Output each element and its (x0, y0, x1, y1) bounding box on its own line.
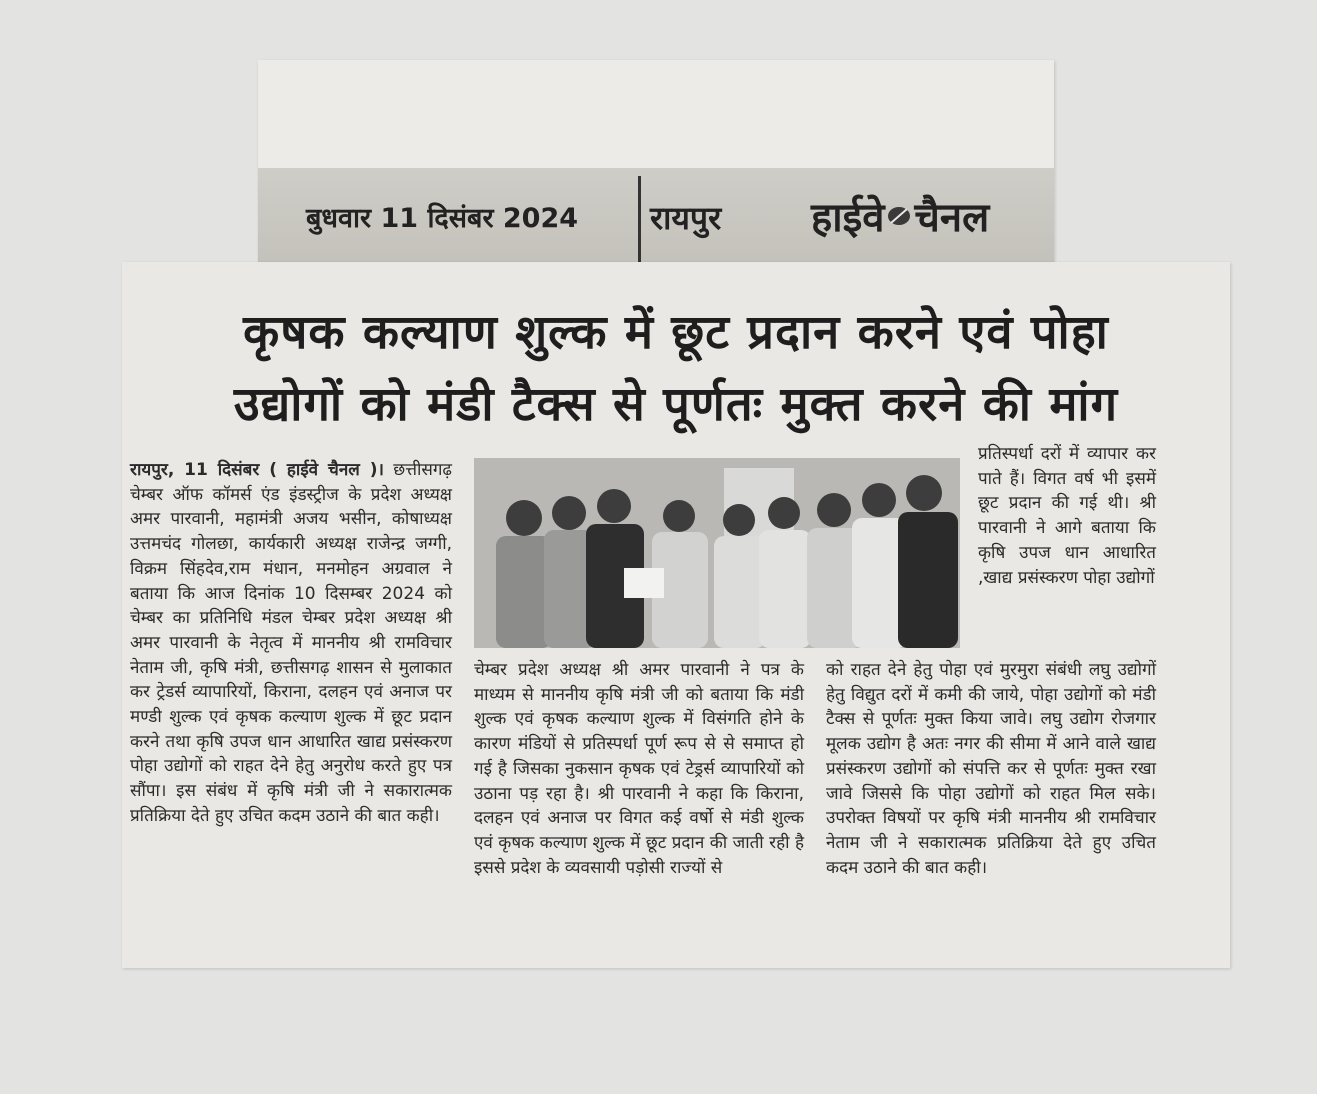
article-column-3 (826, 658, 1156, 880)
brand-name-part2: चैनल (914, 195, 990, 241)
column-3-top-text: प्रतिस्पर्धा दरों में व्यापार कर पाते हैं। विगत वर्ष भी इसमें छूट प्रदान की गई थी। श्री पारवानी ने आगे बताया कि कृषि उपज धान आधारित ,खाद्य प्रसंस्करण पोहा उद्योगों (978, 444, 1156, 588)
masthead-band (258, 168, 1054, 268)
masthead-divider (638, 176, 641, 262)
column-1-text: छत्तीसगढ़ चेम्बर ऑफ कॉमर्स एंड इंडस्ट्रीज के प्रदेश अध्यक्ष अमर पारवानी, महामंत्री अजय भसीन, कोषाध्यक्ष उत्तमचंद गोलछा, कार्यकारी अध्यक्ष राजेन्द्र जग्गी, विक्रम सिंहदेव,राम मंधान, मनमोहन अग्रवाल ने बताया कि आज दिनांक 10 दिसम्बर 2024 को चेम्बर का प्रतिनिधि मंडल चेम्बर प्रदेश अध्यक्ष श्री अमर पारवानी के नेतृत्व में माननीय श्री रामविचार नेताम जी, कृषि मंत्री, छत्तीसगढ़ शासन से मुलाकात कर ट्रेडर्स व्यापारियों, किराना, दलहन एवं अनाज पर मण्डी शुल्क एवं कृषक कल्याण शुल्क में छूट प्रदान करने तथा कृषि उपज धान आधारित खाद्य प्रसंस्करण पोहा उद्योगों को राहत देने हेतु अनुरोध करते हुए पत्र सौंपा। इस संबंध में कृषि मंत्री जी ने सकारात्मक प्रतिक्रिया देते हुए उचित कदम उठाने की बात कही। (130, 460, 452, 826)
column-3-text: को राहत देने हेतु पोहा एवं मुरमुरा संबंधी लघु उद्योगों हेतु विद्युत दरों में कमी की जाये, पोहा उद्योगों को मंडी टैक्स से पूर्णतः मुक्त किया जावे। लघु उद्योग रोजगार मूलक उद्योग है अतः नगर की सीमा में आने वाले खाद्य प्रसंस्करण उद्योगों को संपत्ति कर से पूर्णतः मुक्त रखा जावे जिससे कि पोहा उद्योगों को राहत मिल सके। उपरोक्त विषयों पर कृषि मंत्री माननीय श्री रामविचार नेताम जी ने सकारात्मक प्रतिक्रिया देते हुए उचित कदम उठाने की बात कही। (826, 660, 1156, 878)
dateline: रायपुर, 11 दिसंबर ( हाईवे चैनल )। (130, 460, 384, 480)
headline-line-2: उद्योगों को मंडी टैक्स से पूर्णतः मुक्त करने की मांग (233, 377, 1119, 432)
news-photo (474, 458, 960, 648)
group-photo-icon (474, 458, 960, 648)
article-column-1 (130, 458, 452, 829)
masthead-city: रायपुर (650, 199, 722, 237)
article-column-2 (474, 658, 804, 880)
masthead-clipping (258, 60, 1054, 278)
leaf-logo-icon (886, 203, 912, 229)
masthead-brand (811, 188, 989, 243)
column-2-text: चेम्बर प्रदेश अध्यक्ष श्री अमर पारवानी ने पत्र के माध्यम से माननीय कृषि मंत्री जी को बताया कि मंडी शुल्क एवं कृषक कल्याण शुल्क में विसंगति होने के कारण मंडियों से प्रतिस्पर्धा पूर्ण रूप से से समाप्त हो गई है जिसका नुकसान कृषक एवं टेड्रर्स व्यापारियों को उठाना पड़ रहा है। श्री पारवानी ने कहा कि किराना, दलहन एवं अनाज पर विगत कई वर्षो से मंडी शुल्क एवं कृषक कल्याण शुल्क में छूट प्रदान की जाती रही है इससे प्रदेश के व्यवसायी पड़ोसी राज्यों से (474, 660, 804, 878)
article-clipping (122, 262, 1230, 968)
article-column-3-top (978, 442, 1156, 590)
brand-name-part1: हाईवे (811, 195, 885, 241)
headline-line-1: कृषक कल्याण शुल्क में छूट प्रदान करने एवं पोहा (243, 305, 1109, 360)
masthead-date: बुधवार 11 दिसंबर 2024 (306, 203, 579, 234)
